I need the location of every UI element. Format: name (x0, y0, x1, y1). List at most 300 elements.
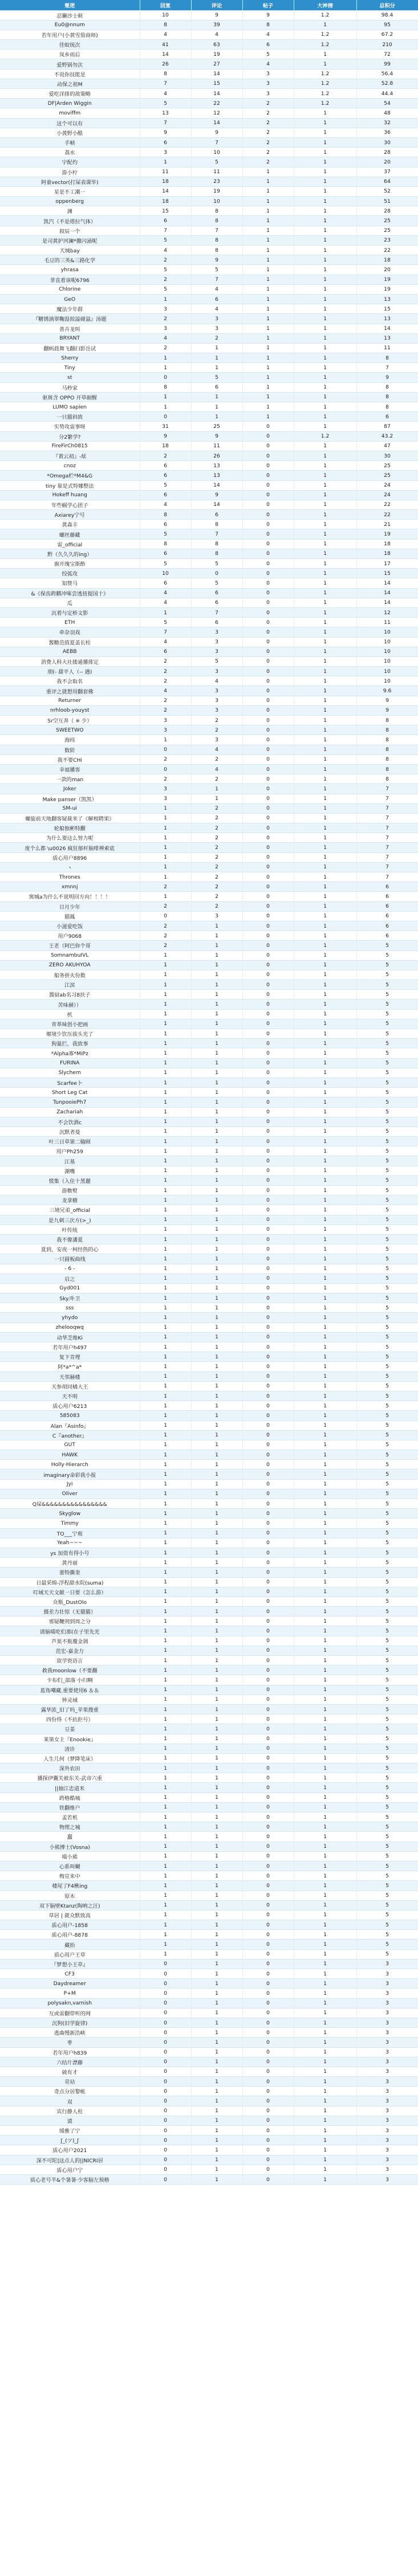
cell-replies: 2 (140, 314, 191, 324)
table-row (0, 1969, 418, 1979)
cell-comments: 1 (191, 1352, 242, 1362)
cell-total-score: 5 (356, 1175, 418, 1185)
cell-leaderboard: 1 (294, 392, 356, 402)
cell-total-score: 5 (356, 1077, 418, 1087)
cell-posts: 0 (242, 1558, 294, 1567)
cell-replies: 1 (140, 1891, 191, 1900)
cell-posts: 0 (242, 1401, 294, 1411)
table-row (0, 186, 418, 196)
cell-posts: 0 (242, 843, 294, 852)
cell-total-score: 3 (356, 2077, 418, 2087)
cell-leaderboard: 1 (294, 1969, 356, 1979)
cell-leaderboard: 1.2 (294, 30, 356, 39)
cell-total-score: 5 (356, 1244, 418, 1254)
cell-posts: 0 (242, 529, 294, 539)
table-row (0, 1851, 418, 1861)
cell-posts: 6 (242, 40, 294, 50)
cell-replies: 1 (140, 392, 191, 402)
cell-posts: 0 (242, 2087, 294, 2096)
cell-comments: 1 (191, 1332, 242, 1342)
cell-comments: 1 (191, 1509, 242, 1518)
cell-posts: 0 (242, 921, 294, 930)
cell-leaderboard: 1 (294, 569, 356, 578)
cell-posts: 3 (242, 69, 294, 79)
table-row (0, 1362, 418, 1371)
cell-total-score: 14 (356, 578, 418, 588)
cell-leaderboard: 1 (294, 402, 356, 412)
cell-total-score: 5 (356, 1186, 418, 1195)
cell-posts: 0 (242, 1019, 294, 1028)
cell-replies: 1 (140, 1352, 191, 1362)
cell-leaderboard: 1 (294, 137, 356, 147)
cell-total-score: 37 (356, 167, 418, 177)
cell-replies: 1 (140, 1538, 191, 1548)
cell-comments: 26 (191, 451, 242, 460)
cell-leaderboard: 1 (294, 1313, 356, 1322)
cell-posts: 0 (242, 2165, 294, 2174)
table-row (0, 471, 418, 480)
cell-posts: 0 (242, 1029, 294, 1039)
cell-leaderboard: 1 (294, 1420, 356, 1430)
cell-total-score: 28 (356, 148, 418, 157)
cell-name: 卡布们_部落 小归啊 (0, 1675, 140, 1685)
cell-total-score: 25 (356, 226, 418, 235)
table-row (0, 823, 418, 833)
table-row (0, 1264, 418, 1273)
cell-replies: 4 (140, 686, 191, 696)
cell-posts: 0 (242, 539, 294, 549)
cell-name: 楼尾了F4楸ing (0, 1881, 140, 1891)
cell-posts: 0 (242, 1146, 294, 1156)
table-row (0, 2057, 418, 2067)
cell-posts: 0 (242, 1430, 294, 1440)
cell-replies: 1 (140, 990, 191, 999)
cell-total-score: 54 (356, 99, 418, 108)
cell-leaderboard: 1 (294, 823, 356, 833)
cell-posts: 0 (242, 1577, 294, 1587)
cell-posts: 0 (242, 931, 294, 941)
cell-leaderboard: 1 (294, 441, 356, 451)
table-row (0, 177, 418, 186)
table-row (0, 1450, 418, 1460)
cell-name: 深外农田 (0, 1763, 140, 1773)
cell-leaderboard: 1 (294, 461, 356, 471)
cell-total-score: 5 (356, 1763, 418, 1773)
cell-total-score: 5 (356, 1420, 418, 1430)
cell-replies: 1 (140, 1195, 191, 1205)
cell-name: 天邻赫楼 (0, 1371, 140, 1381)
table-row (0, 1166, 418, 1175)
cell-comments: 2 (191, 882, 242, 892)
cell-total-score: 3 (356, 2057, 418, 2067)
table-row (0, 745, 418, 754)
cell-total-score: 72 (356, 50, 418, 59)
table-row (0, 1460, 418, 1469)
cell-posts: 0 (242, 1616, 294, 1626)
cell-total-score: 36 (356, 128, 418, 137)
cell-posts: 0 (242, 1362, 294, 1371)
table-row (0, 1577, 418, 1587)
cell-total-score: 18 (356, 255, 418, 265)
cell-replies: 1 (140, 1587, 191, 1597)
cell-leaderboard: 1 (294, 2018, 356, 2027)
cell-total-score: 6 (356, 892, 418, 901)
cell-leaderboard: 1 (294, 990, 356, 999)
cell-posts: 0 (242, 1548, 294, 1557)
cell-total-score: 21 (356, 520, 418, 529)
cell-leaderboard: 1 (294, 1264, 356, 1273)
cell-posts: 0 (242, 1832, 294, 1842)
cell-posts: 0 (242, 980, 294, 990)
cell-name: Joker (0, 784, 140, 794)
cell-total-score: 5 (356, 1714, 418, 1724)
cell-total-score: 5 (356, 990, 418, 999)
table-row (0, 990, 418, 999)
table-row (0, 422, 418, 431)
cell-comments: 4 (191, 284, 242, 294)
cell-replies: 1 (140, 1391, 191, 1401)
cell-name: 物理之城 (0, 1822, 140, 1832)
table-row (0, 647, 418, 656)
cell-leaderboard: 1 (294, 1528, 356, 1538)
cell-comments: 1 (191, 343, 242, 353)
cell-total-score: 5 (356, 1861, 418, 1871)
cell-total-score: 5 (356, 980, 418, 990)
table-row (0, 2077, 418, 2087)
cell-comments: 1 (191, 1322, 242, 1332)
table-row (0, 275, 418, 284)
cell-name: Jyi (0, 1479, 140, 1489)
cell-leaderboard: 1 (294, 774, 356, 784)
cell-comments: 1 (191, 1969, 242, 1979)
table-row (0, 1646, 418, 1655)
cell-name: 不会饮酒c (0, 1117, 140, 1126)
cell-replies: 1 (140, 1303, 191, 1313)
cell-leaderboard: 1 (294, 186, 356, 196)
cell-leaderboard: 1 (294, 1126, 356, 1136)
cell-name: SWEETWO (0, 725, 140, 735)
cell-comments: 1 (191, 1117, 242, 1126)
table-row (0, 99, 418, 108)
cell-name: yhydo (0, 1313, 140, 1322)
cell-name: 堰境少饮压拔头光了 (0, 1029, 140, 1039)
cell-comments: 4 (191, 304, 242, 314)
cell-posts: 0 (242, 1137, 294, 1146)
cell-name: 游敷墅 (0, 1186, 140, 1195)
cell-replies: 6 (140, 549, 191, 558)
cell-replies: 5 (140, 480, 191, 490)
cell-posts: 0 (242, 647, 294, 656)
cell-total-score: 3 (356, 2165, 418, 2174)
cell-posts: 0 (242, 1930, 294, 1940)
cell-replies: 1 (140, 1753, 191, 1763)
table-row (0, 1175, 418, 1185)
cell-posts: 0 (242, 764, 294, 774)
cell-total-score: 7 (356, 784, 418, 794)
table-row (0, 206, 418, 216)
cell-replies: 0 (140, 764, 191, 774)
table-row (0, 108, 418, 118)
cell-comments: 3 (191, 627, 242, 637)
cell-name: 黄森丰 (0, 520, 140, 529)
cell-leaderboard: 1 (294, 197, 356, 206)
cell-comments: 1 (191, 412, 242, 422)
cell-leaderboard: 1 (294, 412, 356, 422)
cell-posts: 0 (242, 2008, 294, 2018)
cell-leaderboard: 1 (294, 1636, 356, 1646)
table-row (0, 578, 418, 588)
cell-replies: 8 (140, 539, 191, 549)
cell-comments: 1 (191, 1440, 242, 1450)
cell-name: 质心用户6213 (0, 1401, 140, 1411)
cell-total-score: 3 (356, 1979, 418, 1989)
cell-leaderboard: 1 (294, 304, 356, 314)
cell-name: 沉默者曼 (0, 1126, 140, 1136)
cell-replies: 4 (140, 89, 191, 99)
cell-leaderboard: 1 (294, 1186, 356, 1195)
cell-posts: 0 (242, 1283, 294, 1293)
cell-comments: 1 (191, 950, 242, 960)
cell-total-score: 5 (356, 1656, 418, 1665)
cell-comments: 1 (191, 1126, 242, 1136)
cell-name: polysakn,varnish (0, 1998, 140, 2008)
cell-total-score: 3 (356, 2145, 418, 2155)
cell-replies: 1 (140, 1724, 191, 1734)
cell-name: 芦果不瓶覆金调 (0, 1636, 140, 1646)
table-row (0, 1959, 418, 1969)
cell-replies: 1 (140, 862, 191, 872)
cell-leaderboard: 1 (294, 1019, 356, 1028)
cell-posts: 2 (242, 108, 294, 118)
cell-replies: 6 (140, 216, 191, 226)
cell-replies: 1 (140, 970, 191, 979)
cell-total-score: 67.2 (356, 30, 418, 39)
cell-total-score: 11 (356, 343, 418, 353)
cell-leaderboard: 1 (294, 1137, 356, 1146)
table-row (0, 69, 418, 79)
cell-leaderboard: 1 (294, 941, 356, 950)
cell-replies: 1 (140, 1088, 191, 1097)
cell-comments: 1 (191, 1812, 242, 1822)
cell-leaderboard: 1 (294, 1940, 356, 1949)
table-row (0, 1724, 418, 1734)
cell-posts: 0 (242, 1166, 294, 1175)
cell-posts: 0 (242, 990, 294, 999)
table-row (0, 1528, 418, 1538)
cell-posts: 1 (242, 186, 294, 196)
cell-total-score: 3 (356, 2018, 418, 2027)
cell-total-score: 5 (356, 1039, 418, 1048)
cell-total-score: 5 (356, 1567, 418, 1577)
cell-replies: 1 (140, 1489, 191, 1499)
cell-comments: 1 (191, 1244, 242, 1254)
cell-leaderboard: 1 (294, 950, 356, 960)
cell-name: nrhloob-youyst (0, 705, 140, 715)
cell-total-score: 6 (356, 931, 418, 941)
cell-name: 渊 (0, 206, 140, 216)
cell-leaderboard: 1 (294, 108, 356, 118)
cell-comments: 1 (191, 2106, 242, 2116)
cell-name: 是九刺三次方(>_) (0, 1215, 140, 1224)
cell-comments: 1 (191, 1793, 242, 1802)
cell-comments: 1 (191, 1861, 242, 1871)
cell-name: 动保之祖M (0, 79, 140, 88)
cell-name: FURINA (0, 1058, 140, 1068)
cell-posts: 0 (242, 1665, 294, 1675)
cell-total-score: 23 (356, 235, 418, 245)
cell-comments: 6 (191, 598, 242, 607)
cell-total-score: 5 (356, 1273, 418, 1283)
cell-total-score: 6 (356, 921, 418, 930)
cell-name: LUMO sapien (0, 402, 140, 412)
cell-comments: 1 (191, 1744, 242, 1753)
cell-name: 实势攻雷事呀 (0, 422, 140, 431)
cell-comments: 1 (191, 353, 242, 363)
cell-leaderboard: 1 (294, 2106, 356, 2116)
cell-name: 清诊 (0, 1744, 140, 1753)
cell-leaderboard: 1 (294, 1088, 356, 1097)
cell-name: 狗量拦，我致事 (0, 1039, 140, 1048)
cell-posts: 0 (242, 422, 294, 431)
cell-posts: 0 (242, 716, 294, 725)
cell-total-score: 5 (356, 1685, 418, 1695)
cell-replies: 15 (140, 206, 191, 216)
cell-posts: 0 (242, 1048, 294, 1058)
cell-posts: 0 (242, 1763, 294, 1773)
cell-replies: 41 (140, 40, 191, 50)
table-row (0, 1861, 418, 1871)
cell-replies: 1 (140, 1871, 191, 1881)
cell-leaderboard: 1 (294, 716, 356, 725)
cell-posts: 1 (242, 343, 294, 353)
table-row (0, 1793, 418, 1802)
cell-posts: 0 (242, 1910, 294, 1920)
cell-replies: 1 (140, 1234, 191, 1244)
table-row (0, 1812, 418, 1822)
cell-posts: 1 (242, 402, 294, 412)
cell-replies: 7 (140, 627, 191, 637)
cell-leaderboard: 1 (294, 206, 356, 216)
cell-posts: 1 (242, 353, 294, 363)
cell-posts: 0 (242, 1871, 294, 1881)
table-row (0, 1714, 418, 1724)
cell-replies: 4 (140, 598, 191, 607)
cell-replies: 7 (140, 118, 191, 128)
cell-replies: 1 (140, 735, 191, 745)
cell-name: 旗开瑰宝斯酢 (0, 559, 140, 569)
cell-total-score: 5 (356, 1616, 418, 1626)
cell-leaderboard: 1 (294, 1381, 356, 1391)
table-row (0, 137, 418, 147)
cell-total-score: 20 (356, 265, 418, 275)
cell-replies: 9 (140, 431, 191, 441)
cell-total-score: 99 (356, 59, 418, 69)
cell-name: 质心老号半&个暑暑·少客脑左预格 (0, 2174, 140, 2184)
cell-total-score: 3 (356, 2096, 418, 2106)
table-row (0, 529, 418, 539)
cell-comments: 27 (191, 59, 242, 69)
cell-posts: 0 (242, 1371, 294, 1381)
cell-comments: 1 (191, 1822, 242, 1832)
cell-leaderboard: 1 (294, 1146, 356, 1156)
cell-name: 朋(- 甜平人（-- 遇) (0, 667, 140, 676)
header-leaderboard: 大神榜 (294, 0, 356, 10)
cell-leaderboard: 1 (294, 1469, 356, 1479)
cell-comments: 1 (191, 1920, 242, 1930)
cell-posts: 0 (242, 1440, 294, 1450)
cell-posts: 0 (242, 578, 294, 588)
cell-leaderboard: 1.2 (294, 89, 356, 99)
table-row (0, 716, 418, 725)
cell-posts: 0 (242, 1959, 294, 1969)
table-row (0, 1371, 418, 1381)
cell-total-score: 30 (356, 451, 418, 460)
cell-replies: 0 (140, 2067, 191, 2076)
cell-leaderboard: 1 (294, 1704, 356, 1714)
cell-total-score: 5 (356, 1626, 418, 1636)
cell-posts: 1 (242, 373, 294, 382)
cell-replies: 5 (140, 235, 191, 245)
cell-leaderboard: 1 (294, 50, 356, 59)
cell-name: Short Leg Cat (0, 1088, 140, 1097)
cell-name: 江滨 (0, 980, 140, 990)
cell-comments: 3 (191, 696, 242, 705)
cell-replies: 0 (140, 2155, 191, 2165)
cell-replies: 0 (140, 1979, 191, 1989)
cell-replies: 1 (140, 1558, 191, 1567)
cell-replies: 2 (140, 705, 191, 715)
cell-comments: 5 (191, 578, 242, 588)
cell-total-score: 6 (356, 882, 418, 892)
cell-comments: 1 (191, 1224, 242, 1234)
cell-leaderboard: 1 (294, 1411, 356, 1420)
cell-leaderboard: 1 (294, 2087, 356, 2096)
cell-leaderboard: 1 (294, 803, 356, 813)
cell-name: 小黄野小酷 (0, 128, 140, 137)
cell-replies: 1 (140, 1029, 191, 1039)
cell-total-score: 18 (356, 539, 418, 549)
cell-name: 摄差力壮惊（无猫猫） (0, 1607, 140, 1616)
cell-replies: 1 (140, 1224, 191, 1234)
cell-leaderboard: 1 (294, 784, 356, 794)
cell-replies: 0 (140, 2057, 191, 2067)
cell-name: Skyglow (0, 1509, 140, 1518)
cell-name: 阿*a*^a* (0, 1362, 140, 1371)
cell-replies: 1 (140, 1842, 191, 1851)
table-row (0, 1558, 418, 1567)
cell-leaderboard: 1 (294, 1979, 356, 1989)
table-row (0, 980, 418, 990)
cell-replies: 5 (140, 265, 191, 275)
cell-total-score: 5 (356, 1744, 418, 1753)
table-row (0, 1783, 418, 1793)
cell-replies: 3 (140, 148, 191, 157)
cell-replies: 1 (140, 1930, 191, 1940)
table-row (0, 843, 418, 852)
cell-replies: 1 (140, 1381, 191, 1391)
cell-leaderboard: 1 (294, 1832, 356, 1842)
cell-total-score: 22 (356, 246, 418, 255)
cell-replies: 1 (140, 1264, 191, 1273)
cell-comments: 11 (191, 167, 242, 177)
cell-name: 翻蚂晨舞飞翻扫影岳试 (0, 343, 140, 353)
table-row (0, 20, 418, 30)
table-row (0, 294, 418, 304)
cell-posts: 0 (242, 1489, 294, 1499)
cell-leaderboard: 1 (294, 1607, 356, 1616)
table-row (0, 314, 418, 324)
cell-comments: 1 (191, 1313, 242, 1322)
